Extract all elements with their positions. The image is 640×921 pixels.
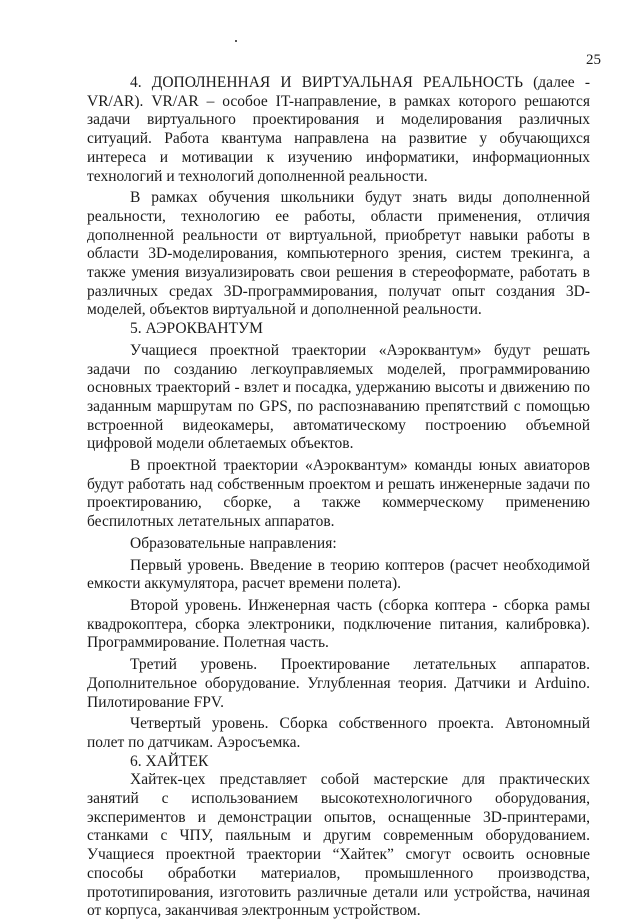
aero-level-1: Первый уровень. Введение в теорию коптеров (расчет необходимой емкости аккумулятора, расчет времени полета). bbox=[87, 556, 590, 593]
aero-level-3: Третий уровень. Проектирование летательных аппаратов. Дополнительное оборудование. Углубленная теория. Датчики и Arduino. Пилотирование FPV. bbox=[87, 656, 590, 711]
aero-directions-label: Образовательные направления: bbox=[130, 534, 337, 552]
hitech-paragraph-1: Хайтек-цех представляет собой мастерские для практических занятий с использованием высокотехнологичного оборудования, экспериментов и демонстрации опытов, оснащенные 3D-принтерами, станками с ЧПУ, паяльным и другим современным оборудованием. Учащиеся проектной траектории “Хайтек” смогут освоить основные способы обработки материалов, промышленного производства, прототипирования, изготовить различные детали или устройства, начиная от корпуса, заканчивая электронным устройством. bbox=[87, 771, 590, 920]
vr-paragraph-2: В рамках обучения школьники будут знать виды дополненной реальности, технологию ее работы, области применения, отличия дополненной реальности от виртуальной, приобретут навыки работы в области 3D-моделирования, компьютерного зрения, систем трекинга, а также умения визуализировать свои решения в стереоформате, работать в различных средах 3D-программирования, получат опыт создания 3D-моделей, объектов виртуальной и дополненной реальности. bbox=[87, 189, 590, 319]
aero-heading: 5. АЭРОКВАНТУМ bbox=[130, 320, 263, 338]
aero-level-2: Второй уровень. Инженерная часть (сборка коптера - сборка рамы квадрокоптера, сборка электроники, подключение питания, калибровка). Программирование. Полетная часть. bbox=[87, 596, 590, 652]
aero-level-4: Четвертый уровень. Сборка собственного проекта. Автономный полет по датчикам. Аэросъемка. bbox=[87, 715, 590, 751]
page-number: 25 bbox=[586, 52, 601, 68]
document-body bbox=[87, 74, 590, 921]
hitech-heading: 6. ХАЙТЕК bbox=[130, 752, 209, 770]
aero-paragraph-2: В проектной траектории «Аэроквантум» команды юных авиаторов будут работать над собственным проектом и решать инженерные задачи по проектированию, сборке, а также коммерческому применению беспилотных летательных аппаратов. bbox=[87, 457, 590, 531]
scan-dot bbox=[235, 40, 237, 42]
vr-paragraph-1: 4. ДОПОЛНЕННАЯ И ВИРТУАЛЬНАЯ РЕАЛЬНОСТЬ (далее - VR/AR). VR/AR – особое IT-направление, в рамках которого решаются задачи виртуального проектирования и моделирования различных ситуаций. Работа квантума направлена на развитие у обучающихся интереса и мотивации к изучению информатики, информационных технологий и технологий дополненной реальности. bbox=[87, 74, 590, 185]
aero-paragraph-1: Учащиеся проектной траектории «Аэроквантум» будут решать задачи по созданию легкоуправляемых моделей, программированию основных траекторий - взлет и посадка, удержанию высоты и движению по заданным маршрутам по GPS, по распознаванию препятствий с помощью встроенной видеокамеры, автоматическому построению объемной цифровой модели облетаемых объектов. bbox=[87, 341, 590, 453]
